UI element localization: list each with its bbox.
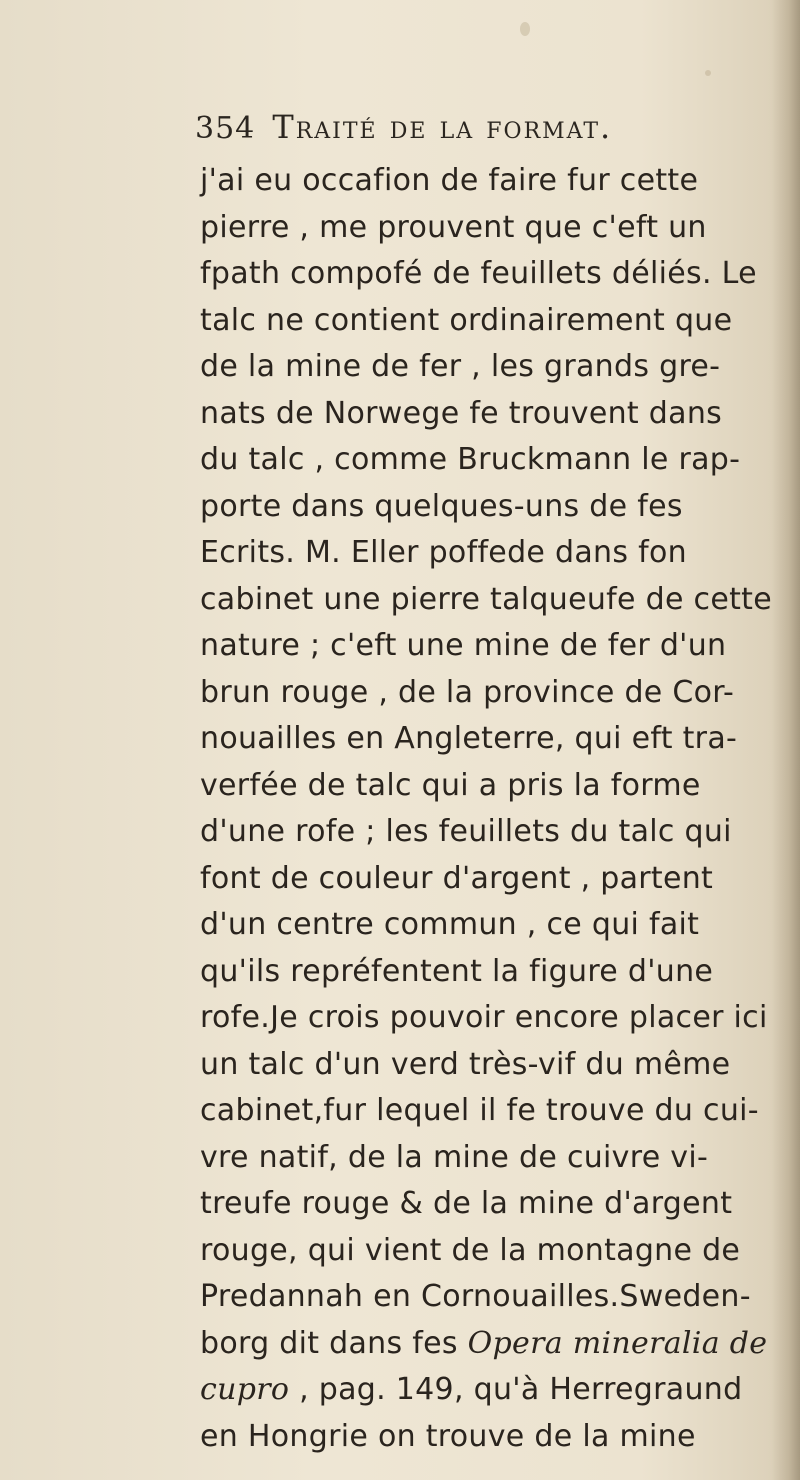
text-line: qu'ils repréfentent la figure d'une [200, 953, 714, 989]
paper-stain [520, 22, 530, 36]
text-line: vre natif, de la mine de cuivre vi- [200, 1139, 709, 1175]
text-line: brun rouge , de la province de Cor- [200, 674, 735, 710]
text-line: pierre , me prouvent que c'eft un [200, 209, 707, 245]
text-line: treufe rouge & de la mine d'argent [200, 1186, 733, 1221]
text-line: nats de Norwege fe trouvent dans [200, 395, 723, 431]
text-line: de la mine de fer , les grands gre- [200, 349, 721, 384]
text-run: , pag. 149, qu'à Herregraund [289, 1372, 743, 1407]
text-line: cabinet,fur lequel il fe trouve du cui- [200, 1093, 759, 1128]
text-line: nature ; c'eft une mine de fer d'un [200, 628, 727, 663]
text-line [200, 1367, 785, 1414]
running-head [195, 108, 775, 158]
text-line: porte dans quelques-uns de fes [200, 488, 683, 524]
text-line [200, 1321, 785, 1368]
text-run: borg dit dans fes [200, 1325, 468, 1361]
text-line: d'un centre commun , ce qui fait [200, 907, 700, 942]
text-line: nouailles en Angleterre, qui eft tra- [200, 721, 738, 756]
text-line: fpath compofé de feuillets déliés. Le [200, 256, 757, 291]
italic-title: cupro [200, 1372, 290, 1407]
text-line: Predannah en Cornouailles.Sweden- [200, 1279, 751, 1314]
italic-title: Opera mineralia de [467, 1325, 768, 1361]
text-line: du talc , comme Bruckmann le rap- [200, 442, 741, 477]
text-line: Ecrits. M. Eller poffede dans fon [200, 535, 687, 570]
text-line: rouge, qui vient de la montagne de [200, 1232, 741, 1268]
page-number: 354 [195, 111, 256, 146]
text-line: cabinet une pierre talqueufe de cette [200, 581, 772, 617]
text-line: d'une rofe ; les feuillets du talc qui [200, 814, 732, 849]
text-line: verfée de talc qui a pris la forme [200, 767, 701, 803]
body-text [200, 158, 785, 1460]
text-line: en Hongrie on trouve de la mine [200, 1418, 696, 1454]
text-line: rofe.Je crois pouvoir encore placer ici [200, 1000, 768, 1035]
text-line: un talc d'un verd très-vif du même [200, 1046, 731, 1082]
text-line: talc ne contient ordinairement que [200, 302, 733, 338]
paper-stain [705, 70, 711, 76]
text-line: j'ai eu occafion de faire fur cette [200, 163, 699, 198]
running-title: Traité de la format. [272, 108, 613, 146]
text-line: font de couleur d'argent , partent [200, 860, 714, 896]
